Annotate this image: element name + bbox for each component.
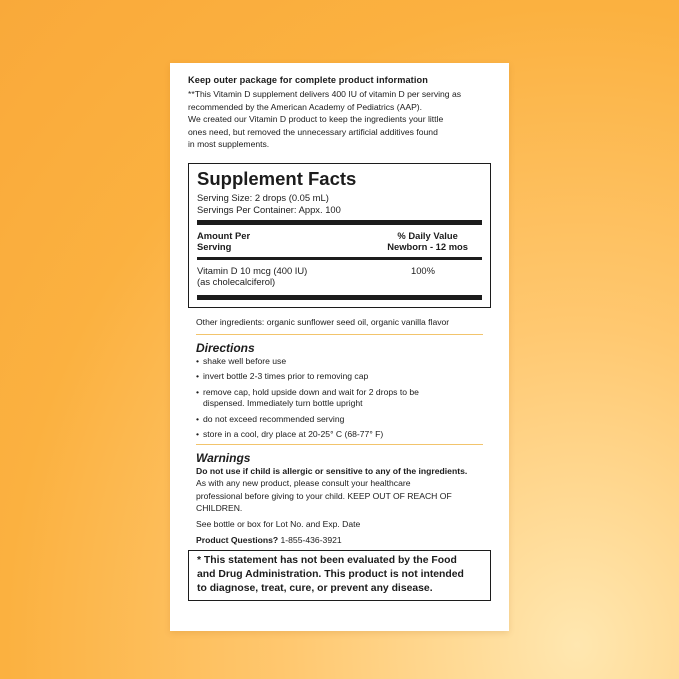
directions-list xyxy=(196,356,491,441)
section-divider xyxy=(196,444,483,445)
amount-header-line: Serving xyxy=(197,241,232,253)
list-item xyxy=(196,371,491,383)
directions-heading: Directions xyxy=(196,340,255,355)
questions-label: Product Questions? xyxy=(196,535,279,546)
directions-section xyxy=(196,341,491,441)
list-item xyxy=(196,387,491,411)
thick-divider-bottom xyxy=(197,295,482,300)
list-item xyxy=(196,356,491,368)
amount-header-line: Amount Per xyxy=(197,229,251,241)
direction-text: store in a cool, dry place at 20-25° C (68-77° F) xyxy=(203,428,384,439)
section-divider xyxy=(196,334,483,335)
fda-line: and Drug Administration. This product is not intended xyxy=(197,569,464,581)
fda-line: to diagnose, treat, cure, or prevent any disease. xyxy=(197,583,433,595)
facts-header-row xyxy=(197,230,482,253)
supplement-facts-title: Supplement Facts xyxy=(197,167,357,189)
questions-phone: 1-855-436-3921 xyxy=(280,535,342,546)
direction-text: dispensed. Immediately turn bottle upright xyxy=(203,398,363,409)
warning-text xyxy=(196,477,491,514)
intro-line: ones need, but removed the unnecessary artificial additives found xyxy=(188,126,438,137)
intro-line: recommended by the American Academy of Pediatrics (AAP). xyxy=(188,101,423,112)
product-label-card xyxy=(170,63,509,631)
supplement-facts-panel xyxy=(188,163,491,308)
nutrient-row xyxy=(197,265,482,288)
intro-line: in most supplements. xyxy=(188,139,270,150)
nutrient-line: Vitamin D 10 mcg (400 IU) xyxy=(197,264,308,276)
thick-divider xyxy=(197,220,482,225)
amount-per-serving-header xyxy=(197,230,250,253)
product-questions xyxy=(196,535,491,545)
direction-text: shake well before use xyxy=(203,355,287,366)
direction-text: remove cap, hold upside down and wait for 2 drops to be xyxy=(203,386,419,397)
nutrient-name xyxy=(197,265,397,288)
nutrient-line: (as cholecalciferol) xyxy=(197,276,276,288)
lot-note: See bottle or box for Lot No. and Exp. Date xyxy=(196,519,361,530)
fda-line: * This statement has not been evaluated by the Food xyxy=(197,555,457,567)
dv-header-line: % Daily Value xyxy=(397,229,458,241)
list-item xyxy=(196,414,491,426)
dv-header-line: Newborn - 12 mos xyxy=(387,241,468,253)
keep-package-notice: Keep outer package for complete product information xyxy=(188,75,428,85)
other-ingredients: Other ingredients: organic sunflower seed oil, organic vanilla flavor xyxy=(196,316,450,327)
warning-line: CHILDREN. xyxy=(196,503,243,514)
nutrient-daily-value: 100% xyxy=(411,264,435,276)
serving-size: Serving Size: 2 drops (0.05 mL) xyxy=(197,191,329,203)
warning-line: As with any new product, please consult your healthcare xyxy=(196,478,411,489)
servings-per-container: Servings Per Container: Appx. 100 xyxy=(197,203,341,215)
direction-text: invert bottle 2-3 times prior to removing cap xyxy=(203,371,369,382)
warnings-section xyxy=(196,451,491,545)
intro-line: We created our Vitamin D product to keep the ingredients your little xyxy=(188,114,444,125)
allergy-warning: Do not use if child is allergic or sensitive to any of the ingredients. xyxy=(196,466,468,477)
list-item xyxy=(196,429,491,441)
warning-line: professional before giving to your child. KEEP OUT OF REACH OF xyxy=(196,490,452,501)
warnings-heading: Warnings xyxy=(196,451,251,466)
intro-text xyxy=(188,88,491,151)
fda-statement-box xyxy=(188,550,491,601)
direction-text: do not exceed recommended serving xyxy=(203,413,345,424)
medium-divider xyxy=(197,257,482,260)
daily-value-header xyxy=(387,230,482,253)
intro-line: **This Vitamin D supplement delivers 400 IU of vitamin D per serving as xyxy=(188,89,462,99)
